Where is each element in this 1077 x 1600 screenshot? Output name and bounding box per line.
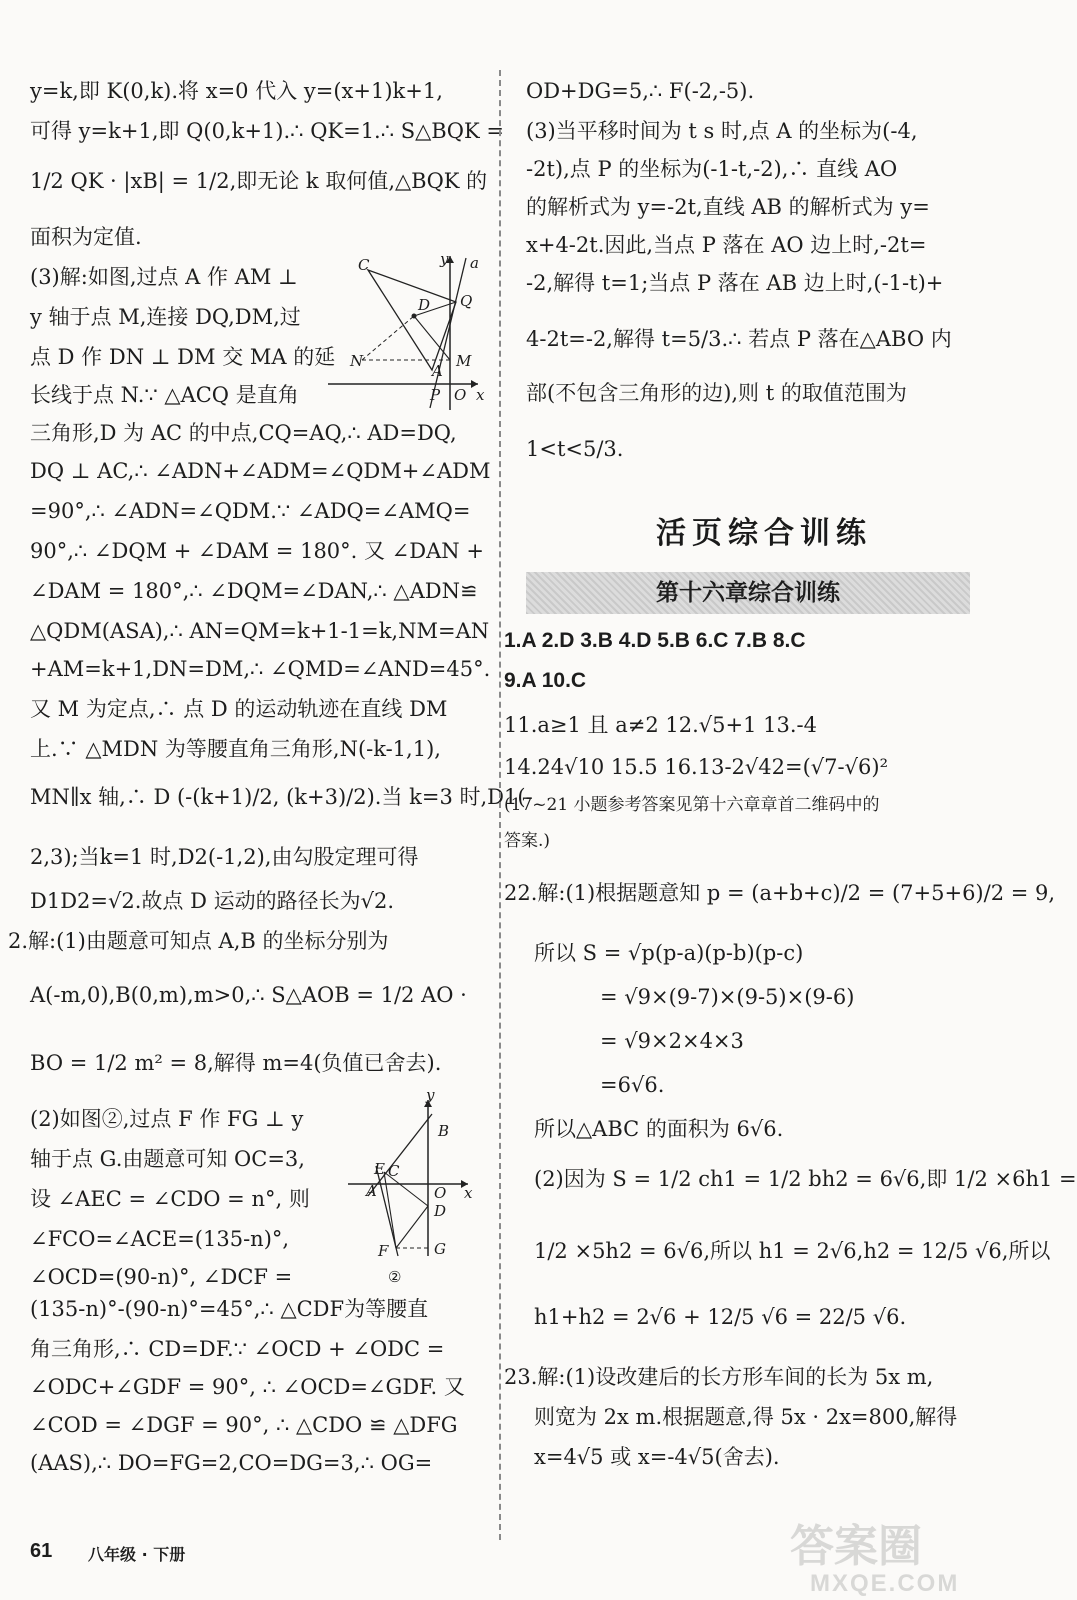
- text-line: ∠OCD=(90-n)°, ∠DCF =: [30, 1265, 293, 1289]
- chapter-title-bar: 第十六章综合训练: [526, 572, 970, 614]
- text-line: (2)因为 S = 1/2 ch1 = 1/2 bh2 = 6√6,即 1/2 ×6h1 =: [534, 1167, 1077, 1191]
- answers-line: 14.24√10 15.5 16.13-2√42=(√7-√6)²: [504, 755, 888, 779]
- text-line: 所以△ABC 的面积为 6√6.: [534, 1117, 784, 1141]
- text-line: x+4-2t.因此,当点 P 落在 AO 边上时,-2t=: [526, 233, 927, 257]
- text-line: = √9×2×4×3: [600, 1029, 744, 1053]
- text-line: 设 ∠AEC = ∠CDO = n°, 则: [30, 1187, 310, 1211]
- text-line: -2t),点 P 的坐标为(-1-t,-2),∴ 直线 AO: [526, 157, 898, 181]
- text-line: ∠FCO=∠ACE=(135-n)°,: [30, 1227, 290, 1251]
- text-line: h1+h2 = 2√6 + 12/5 √6 = 22/5 √6.: [534, 1305, 907, 1329]
- figure1-label: O: [454, 386, 467, 404]
- figure1-label: y: [440, 250, 449, 268]
- figure2-label: D: [434, 1202, 447, 1220]
- section-title: 活页综合训练: [656, 516, 872, 551]
- text-line: 角三角形,∴ CD=DF.∵ ∠OCD + ∠ODC =: [30, 1337, 445, 1361]
- text-line: A(-m,0),B(0,m),m>0,∴ S△AOB = 1/2 AO ·: [30, 983, 467, 1007]
- text-line: (3)当平移时间为 t s 时,点 A 的坐标为(-4,: [526, 119, 918, 143]
- text-line: = √9×(9-7)×(9-5)×(9-6): [600, 985, 855, 1009]
- page-number: 61: [30, 1540, 53, 1562]
- text-line: D1D2=√2.故点 D 运动的路径长为√2.: [30, 889, 395, 913]
- figure2-label: B: [438, 1122, 450, 1140]
- text-line: +AM=k+1,DN=DM,∴ ∠QMD=∠AND=45°.: [30, 657, 491, 681]
- grade-label: 八年级 · 下册: [88, 1545, 186, 1564]
- segment-dm: [414, 316, 450, 360]
- answers-note: (17~21 小题参考答案见第十六章章首二维码中的: [504, 795, 880, 815]
- figure2-label: G: [434, 1240, 446, 1258]
- text-line: (3)解:如图,过点 A 作 AM ⊥: [30, 265, 298, 289]
- figure1-label: a: [470, 254, 479, 272]
- text-line: (2)如图②,过点 F 作 FG ⊥ y: [30, 1107, 304, 1131]
- answers-line: 9.A 10.C: [504, 669, 587, 692]
- text-line: △QDM(ASA),∴ AN=QM=k+1-1=k,NM=AN: [30, 619, 490, 643]
- text-line: 90°,∴ ∠DQM + ∠DAM = 180°. 又 ∠DAN +: [30, 539, 484, 563]
- text-line: 上.∵ △MDN 为等腰直角三角形,N(-k-1,1),: [30, 737, 441, 761]
- text-line: 三角形,D 为 AC 的中点,CQ=AQ,∴ AD=DQ,: [30, 421, 457, 445]
- question-23-line: 23.解:(1)设改建后的长方形车间的长为 5x m,: [504, 1365, 934, 1389]
- point-d: [412, 314, 417, 319]
- figure2-label: O: [434, 1184, 447, 1202]
- text-line: 1/2 QK · |xB| = 1/2,即无论 k 取何值,△BQK 的: [30, 169, 488, 193]
- text-line: 部(不包含三角形的边),则 t 的取值范围为: [526, 381, 907, 405]
- text-line: (135-n)°-(90-n)°=45°,∴ △CDF为等腰直: [30, 1297, 429, 1321]
- figure1-label: C: [358, 256, 370, 274]
- text-line: y 轴于点 M,连接 DQ,DM,过: [30, 305, 301, 329]
- text-line: 面积为定值.: [30, 225, 142, 249]
- text-line: 所以 S = √p(p-a)(p-b)(p-c): [534, 941, 804, 965]
- geometry-figure-2: [348, 1086, 488, 1296]
- text-line: 的解析式为 y=-2t,直线 AB 的解析式为 y=: [526, 195, 930, 219]
- text-line: ∠COD = ∠DGF = 90°, ∴ △CDO ≌ △DFG: [30, 1413, 458, 1437]
- text-line: 长线于点 N.∵ △ACQ 是直角: [30, 383, 299, 407]
- figure2-label: y: [426, 1086, 435, 1104]
- figure2-label: F: [378, 1242, 389, 1260]
- segment-nd: [362, 316, 414, 360]
- answers-note: 答案.): [504, 831, 551, 851]
- answers-line: 1.A 2.D 3.B 4.D 5.B 6.C 7.B 8.C: [504, 629, 806, 652]
- text-line: 1/2 ×5h2 = 6√6,所以 h1 = 2√6,h2 = 12/5 √6,所以: [534, 1239, 1051, 1263]
- figure2-label: E: [374, 1160, 385, 1178]
- figure1-label: Q: [460, 292, 473, 310]
- text-line: x=4√5 或 x=-4√5(舍去).: [534, 1445, 780, 1469]
- figure2-number: ②: [388, 1268, 402, 1286]
- answers-line: 11.a≥1 且 a≠2 12.√5+1 13.-4: [504, 713, 818, 737]
- watermark-text: 答案圈: [790, 1521, 922, 1572]
- watermark-url: MXQE.COM: [810, 1570, 960, 1597]
- text-line: ∠ODC+∠GDF = 90°, ∴ ∠OCD=∠GDF. 又: [30, 1375, 465, 1399]
- text-line: =90°,∴ ∠ADN=∠QDM.∵ ∠ADQ=∠AMQ=: [30, 499, 471, 523]
- text-line: 可得 y=k+1,即 Q(0,k+1).∴ QK=1.∴ S△BQK =: [30, 119, 504, 143]
- figure1-label: P: [430, 386, 441, 404]
- figure1-label: D: [418, 296, 431, 314]
- figure1-label: A: [432, 362, 443, 380]
- text-line: OD+DG=5,∴ F(-2,-5).: [526, 79, 755, 103]
- figure1-label: x: [476, 386, 485, 404]
- figure1-label: N: [350, 352, 364, 370]
- watermark: [790, 1510, 980, 1600]
- text-line: 点 D 作 DN ⊥ DM 交 MA 的延: [30, 345, 336, 369]
- figure2-label: C: [388, 1162, 400, 1180]
- text-line: 1<t<5/3.: [526, 437, 624, 461]
- text-line: 2,3);当k=1 时,D2(-1,2),由勾股定理可得: [30, 845, 419, 869]
- figure1-label: M: [456, 352, 472, 370]
- figure2-label: x: [464, 1184, 473, 1202]
- text-line: 又 M 为定点,∴ 点 D 的运动轨迹在直线 DM: [30, 697, 448, 721]
- geometry-figure-1: [328, 250, 488, 410]
- text-line: BO = 1/2 m² = 8,解得 m=4(负值已舍去).: [30, 1051, 442, 1075]
- text-line: ∠DAM = 180°,∴ ∠DQM=∠DAN,∴ △ADN≌: [30, 579, 478, 603]
- column-divider: [499, 70, 501, 1540]
- text-line: y=k,即 K(0,k).将 x=0 代入 y=(x+1)k+1,: [30, 79, 443, 103]
- text-line: 4-2t=-2,解得 t=5/3.∴ 若点 P 落在△ABO 内: [526, 327, 952, 351]
- text-line: 则宽为 2x m.根据题意,得 5x · 2x=800,解得: [534, 1405, 958, 1429]
- question-22-line: 22.解:(1)根据题意知 p = (a+b+c)/2 = (7+5+6)/2 = 9,: [504, 881, 1056, 905]
- figure2-label: A: [366, 1182, 377, 1200]
- text-line: =6√6.: [600, 1073, 665, 1097]
- text-line: DQ ⊥ AC,∴ ∠ADN+∠ADM=∠QDM+∠ADM: [30, 459, 491, 483]
- text-line: -2,解得 t=1;当点 P 落在 AB 边上时,(-1-t)+: [526, 271, 944, 295]
- segment-fd: [396, 1206, 428, 1248]
- question-2-line: 2.解:(1)由题意可知点 A,B 的坐标分别为: [8, 929, 389, 953]
- text-line: (AAS),∴ DO=FG=2,CO=DG=3,∴ OG=: [30, 1451, 433, 1475]
- text-line: MN∥x 轴,∴ D (-(k+1)/2, (k+3)/2).当 k=3 时,D1(-: [30, 785, 533, 809]
- text-line: 轴于点 G.由题意可知 OC=3,: [30, 1147, 305, 1171]
